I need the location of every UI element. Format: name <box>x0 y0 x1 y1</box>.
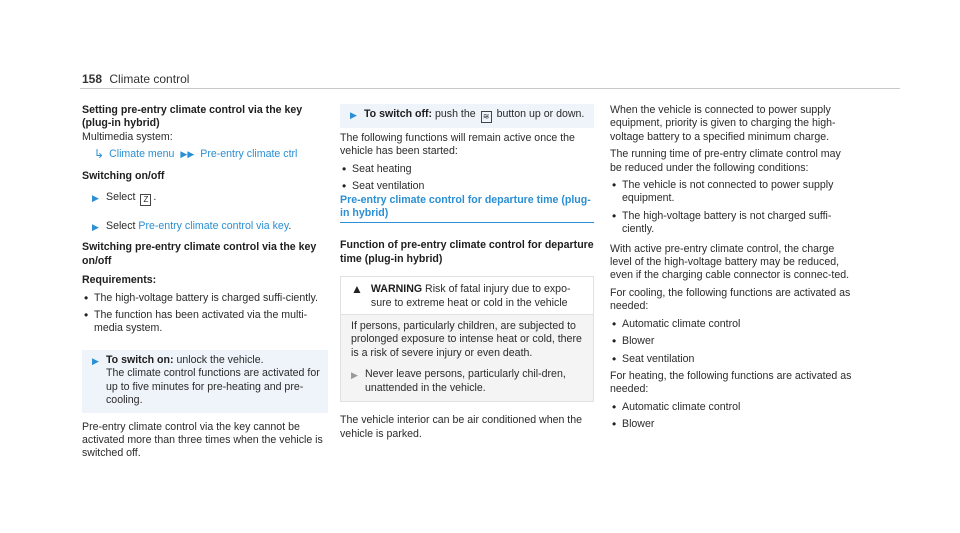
switch-on-label: To switch on: <box>106 353 174 366</box>
paragraph: Pre-entry climate control via the key cannot be activated more than three times when the vehicle is switched off. <box>82 420 323 460</box>
menu-path <box>82 148 328 161</box>
requirements-list <box>82 292 328 336</box>
heating-list <box>610 401 855 432</box>
column-middle <box>340 104 594 441</box>
conditions-list <box>610 179 855 237</box>
list-item: • The function has been activated via the multi-media system. <box>82 309 328 336</box>
warning-step: ▶ Never leave persons, particularly chil-dren, unattended in the vehicle. <box>351 368 566 394</box>
paragraph: For cooling, the following functions are activated as needed: <box>610 286 851 313</box>
list-item: • Seat heating <box>340 163 594 176</box>
warning-title: Risk of fatal injury due to expo-sure to extreme heat or cold in the vehicle <box>370 283 571 309</box>
remain-list <box>340 163 594 194</box>
header-divider <box>80 88 900 89</box>
warning-body <box>341 314 593 401</box>
switch-key-heading: Switching pre-entry climate control via the key on/off <box>82 241 317 267</box>
warning-label: WARNING <box>370 283 423 296</box>
column-right <box>610 104 855 432</box>
paragraph: With active pre-entry climate control, the charge level of the high-voltage battery may be reduced, even if the charging cable connector is connec-ted. <box>610 242 850 282</box>
list-item: • Seat ventilation <box>610 353 855 366</box>
list-item: • Blower <box>610 418 855 431</box>
paragraph: The vehicle interior can be air conditioned when the vehicle is parked. <box>340 414 583 440</box>
list-item: • Blower <box>610 335 855 348</box>
switching-heading: Switching on/off <box>82 169 165 182</box>
requirements-heading: Requirements: <box>82 274 157 287</box>
enter-arrow-icon: ↳ <box>94 147 105 162</box>
list-item: • The high-voltage battery is charged suffi-ciently. <box>82 292 328 305</box>
function-heading: Function of pre-entry climate control for departure time (plug-in hybrid) <box>340 239 594 265</box>
step-select-icon: ▶ Select Z . <box>92 191 157 205</box>
seat-heating-button-icon: ≋ <box>481 111 492 123</box>
climate-control-icon: Z <box>140 194 151 206</box>
switch-on-desc: The climate control functions are activated for up to five minutes for pre-heating and pre-cooling. <box>106 367 320 407</box>
pre-entry-key-link[interactable]: Pre-entry climate control via key <box>138 220 289 233</box>
section-heading: Setting pre-entry climate control via the key (plug-in hybrid) <box>82 104 303 130</box>
warning-header <box>341 277 593 314</box>
page-number: 158 <box>82 72 103 86</box>
step-switch-off: ▶ To switch off: push the ≋ button up or down. <box>340 104 594 128</box>
warning-box <box>340 276 594 402</box>
step-select-link: ▶ Select Pre-entry climate control via key. <box>82 220 328 233</box>
step-arrow-icon: ▶ <box>350 110 357 120</box>
cooling-list <box>610 318 855 366</box>
paragraph: The running time of pre-entry climate control may be reduced under the following conditions: <box>610 148 841 174</box>
step-arrow-icon: ▶ <box>351 370 358 381</box>
step-switch-on: ▶ To switch on: unlock the vehicle. The climate control functions are activated for up to five minutes for pre-heating and pre-cooling. <box>82 350 328 413</box>
step-arrow-icon: ▶ <box>92 355 99 366</box>
list-item: • Seat ventilation <box>340 180 594 193</box>
list-item: • The vehicle is not connected to power supply equipment. <box>610 179 855 206</box>
page-header <box>82 72 189 86</box>
column-left <box>82 104 328 461</box>
departure-time-link[interactable]: Pre-entry climate control for departure time (plug-in hybrid) <box>340 194 594 224</box>
list-item: • Automatic climate control <box>610 318 855 331</box>
list-item: • Automatic climate control <box>610 401 855 414</box>
paragraph: When the vehicle is connected to power supply equipment, priority is given to charging the high-voltage battery to a specified minimum charge. <box>610 104 836 143</box>
paragraph: The following functions will remain active once the vehicle has been started: <box>340 132 575 158</box>
switch-off-label: To switch off: <box>364 108 433 120</box>
system-label: Multimedia system: <box>82 130 173 143</box>
chevron-right-icon: ▶▶ <box>180 149 195 160</box>
warning-text: If persons, particularly children, are subjected to prolonged exposure to intense heat or cold, there is a risk of severe injury or even death. <box>351 320 582 359</box>
path-item-pre-entry[interactable]: Pre-entry climate ctrl <box>200 148 298 161</box>
section-title: Climate control <box>109 72 190 86</box>
path-item-climate-menu[interactable]: Climate menu <box>109 148 175 161</box>
list-item: • The high-voltage battery is not charged suffi-ciently. <box>610 210 855 237</box>
warning-triangle-icon: ▲ <box>351 282 363 297</box>
step-arrow-icon: ▶ <box>92 222 99 233</box>
step-arrow-icon: ▶ <box>92 193 99 204</box>
paragraph: For heating, the following functions are activated as needed: <box>610 369 852 396</box>
